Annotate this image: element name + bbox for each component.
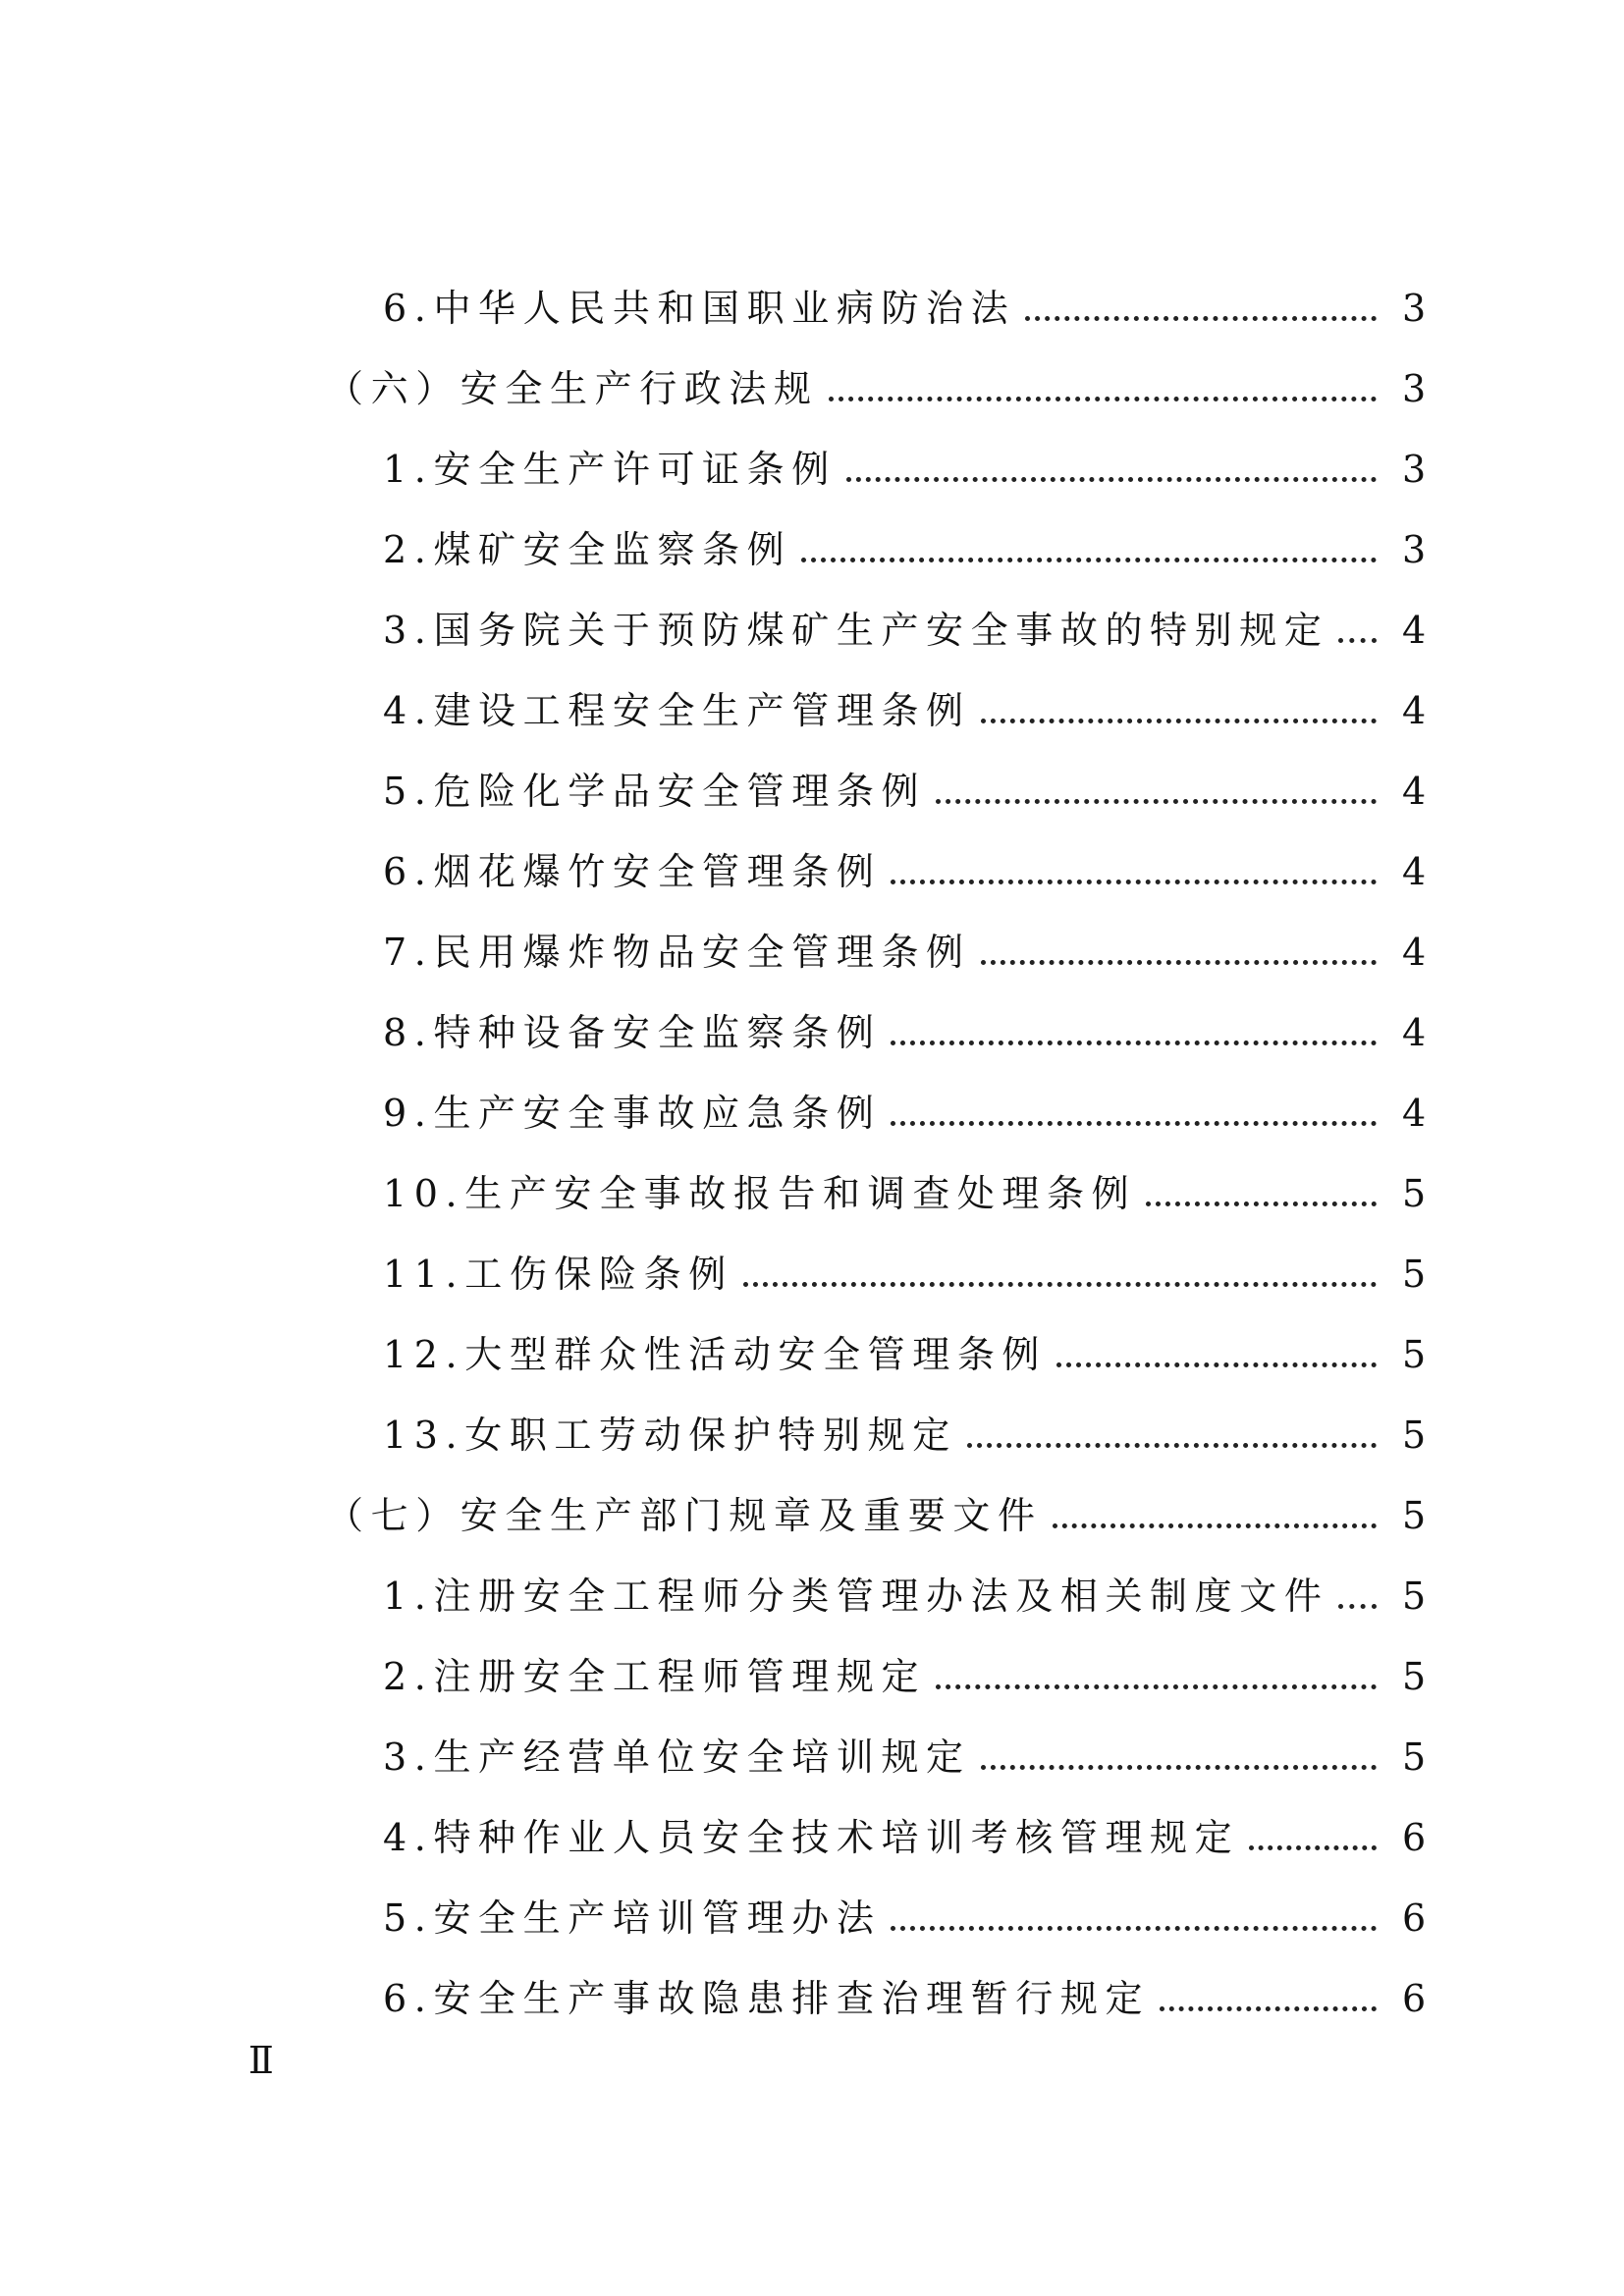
toc-entry-title: 2.注册安全工程师管理规定 (383, 1655, 927, 1698)
toc-entry[interactable] (383, 285, 1426, 332)
toc-entry[interactable] (383, 929, 1426, 976)
toc-entry-title: 3.国务院关于预防煤矿生产安全事故的特别规定 (383, 609, 1329, 652)
toc-entry[interactable] (383, 768, 1426, 815)
dot-leader (891, 1926, 1377, 1931)
toc-entry-title: 1.安全生产许可证条例 (383, 448, 837, 491)
dot-leader (1056, 1362, 1377, 1367)
toc-entry[interactable] (383, 848, 1426, 895)
dot-leader (846, 477, 1377, 482)
toc-entry-title: 7.民用爆炸物品安全管理条例 (383, 931, 971, 974)
dot-leader (1249, 1845, 1377, 1850)
dot-leader (801, 558, 1377, 562)
dot-leader (1053, 1523, 1377, 1528)
toc-entry-title: 11.工伤保险条例 (383, 1253, 733, 1296)
dot-leader (981, 960, 1377, 965)
toc-entry-page: 5 (1402, 1172, 1427, 1215)
toc-entry-page: 4 (1402, 931, 1427, 974)
toc-entry-page: 3 (1402, 367, 1427, 410)
dot-leader (1025, 316, 1377, 321)
toc-entry[interactable] (383, 1170, 1426, 1217)
toc-entry-page: 4 (1402, 1092, 1427, 1135)
dot-leader (936, 799, 1377, 804)
toc-entry[interactable] (383, 526, 1426, 573)
toc-entry-page: 5 (1402, 1575, 1427, 1618)
toc-entry-page: 4 (1402, 689, 1427, 732)
dot-leader (1146, 1201, 1377, 1206)
toc-entry-title: 4.建设工程安全生产管理条例 (383, 689, 971, 732)
toc-entry-title: 1.注册安全工程师分类管理办法及相关制度文件 (383, 1575, 1329, 1618)
toc-section-heading[interactable] (326, 1492, 1426, 1539)
toc-entry[interactable] (383, 1975, 1426, 2022)
toc-entry-title: 6.安全生产事故隐患排查治理暂行规定 (383, 1977, 1151, 2020)
toc-entry[interactable] (383, 687, 1426, 734)
toc-entry[interactable] (383, 446, 1426, 493)
toc-entry[interactable] (383, 1412, 1426, 1459)
toc-entry-page: 5 (1402, 1253, 1427, 1296)
toc-entry-title: 9.生产安全事故应急条例 (383, 1092, 882, 1135)
dot-leader (1338, 638, 1377, 643)
page-number: Ⅱ (248, 2041, 272, 2082)
toc-entry-page: 4 (1402, 850, 1427, 893)
toc-entry-page: 4 (1402, 609, 1427, 652)
toc-entry-title: 2.煤矿安全监察条例 (383, 528, 792, 571)
dot-leader (936, 1684, 1377, 1689)
toc-entry-title: 8.特种设备安全监察条例 (383, 1011, 882, 1054)
toc-entry-title: 6.中华人民共和国职业病防治法 (383, 287, 1016, 330)
toc-entry-title: 5.安全生产培训管理办法 (383, 1896, 882, 1940)
toc-entry-page: 3 (1402, 448, 1427, 491)
dot-leader (981, 1765, 1377, 1770)
toc-entry[interactable] (383, 1009, 1426, 1056)
toc-entry-page: 6 (1402, 1816, 1427, 1859)
toc-entry[interactable] (383, 607, 1426, 654)
toc-entry-title: 12.大型群众性活动安全管理条例 (383, 1333, 1048, 1376)
toc-entry-title: 6.烟花爆竹安全管理条例 (383, 850, 882, 893)
toc-entry-title: 5.危险化学品安全管理条例 (383, 770, 927, 813)
toc-entry[interactable] (383, 1653, 1426, 1700)
toc-entry-title: 3.生产经营单位安全培训规定 (383, 1735, 971, 1779)
toc-entry-page: 4 (1402, 1011, 1427, 1054)
toc-section-heading[interactable] (326, 365, 1426, 412)
toc-entry-page: 6 (1402, 1896, 1427, 1940)
toc-entry-title: 4.特种作业人员安全技术培训考核管理规定 (383, 1816, 1240, 1859)
dot-leader (891, 880, 1377, 884)
toc-entry-page: 5 (1402, 1655, 1427, 1698)
toc-entry-title: 10.生产安全事故报告和调查处理条例 (383, 1172, 1137, 1215)
dot-leader (743, 1282, 1377, 1287)
toc-entry[interactable] (383, 1251, 1426, 1298)
dot-leader (981, 719, 1377, 723)
toc-entry-page: 6 (1402, 1977, 1427, 2020)
dot-leader (1160, 2006, 1377, 2011)
dot-leader (1338, 1604, 1377, 1609)
toc-entry[interactable] (383, 1814, 1426, 1861)
dot-leader (891, 1041, 1377, 1045)
toc-entry-page: 5 (1402, 1414, 1427, 1457)
toc-entry[interactable] (383, 1573, 1426, 1620)
toc-entry-page: 3 (1402, 287, 1427, 330)
dot-leader (967, 1443, 1377, 1448)
toc-entry-page: 3 (1402, 528, 1427, 571)
toc-entry-page: 4 (1402, 770, 1427, 813)
toc-entry-page: 5 (1402, 1494, 1427, 1537)
toc-entry-page: 5 (1402, 1735, 1427, 1779)
toc-entry-title: （七）安全生产部门规章及重要文件 (326, 1494, 1043, 1537)
toc-entry-page: 5 (1402, 1333, 1427, 1376)
dot-leader (829, 397, 1377, 401)
toc-entry[interactable] (383, 1734, 1426, 1781)
toc-entry[interactable] (383, 1090, 1426, 1137)
toc-entry[interactable] (383, 1895, 1426, 1942)
toc-entry-title: 13.女职工劳动保护特别规定 (383, 1414, 957, 1457)
toc-entry-title: （六）安全生产行政法规 (326, 367, 819, 410)
toc-entry[interactable] (383, 1331, 1426, 1378)
dot-leader (891, 1121, 1377, 1126)
